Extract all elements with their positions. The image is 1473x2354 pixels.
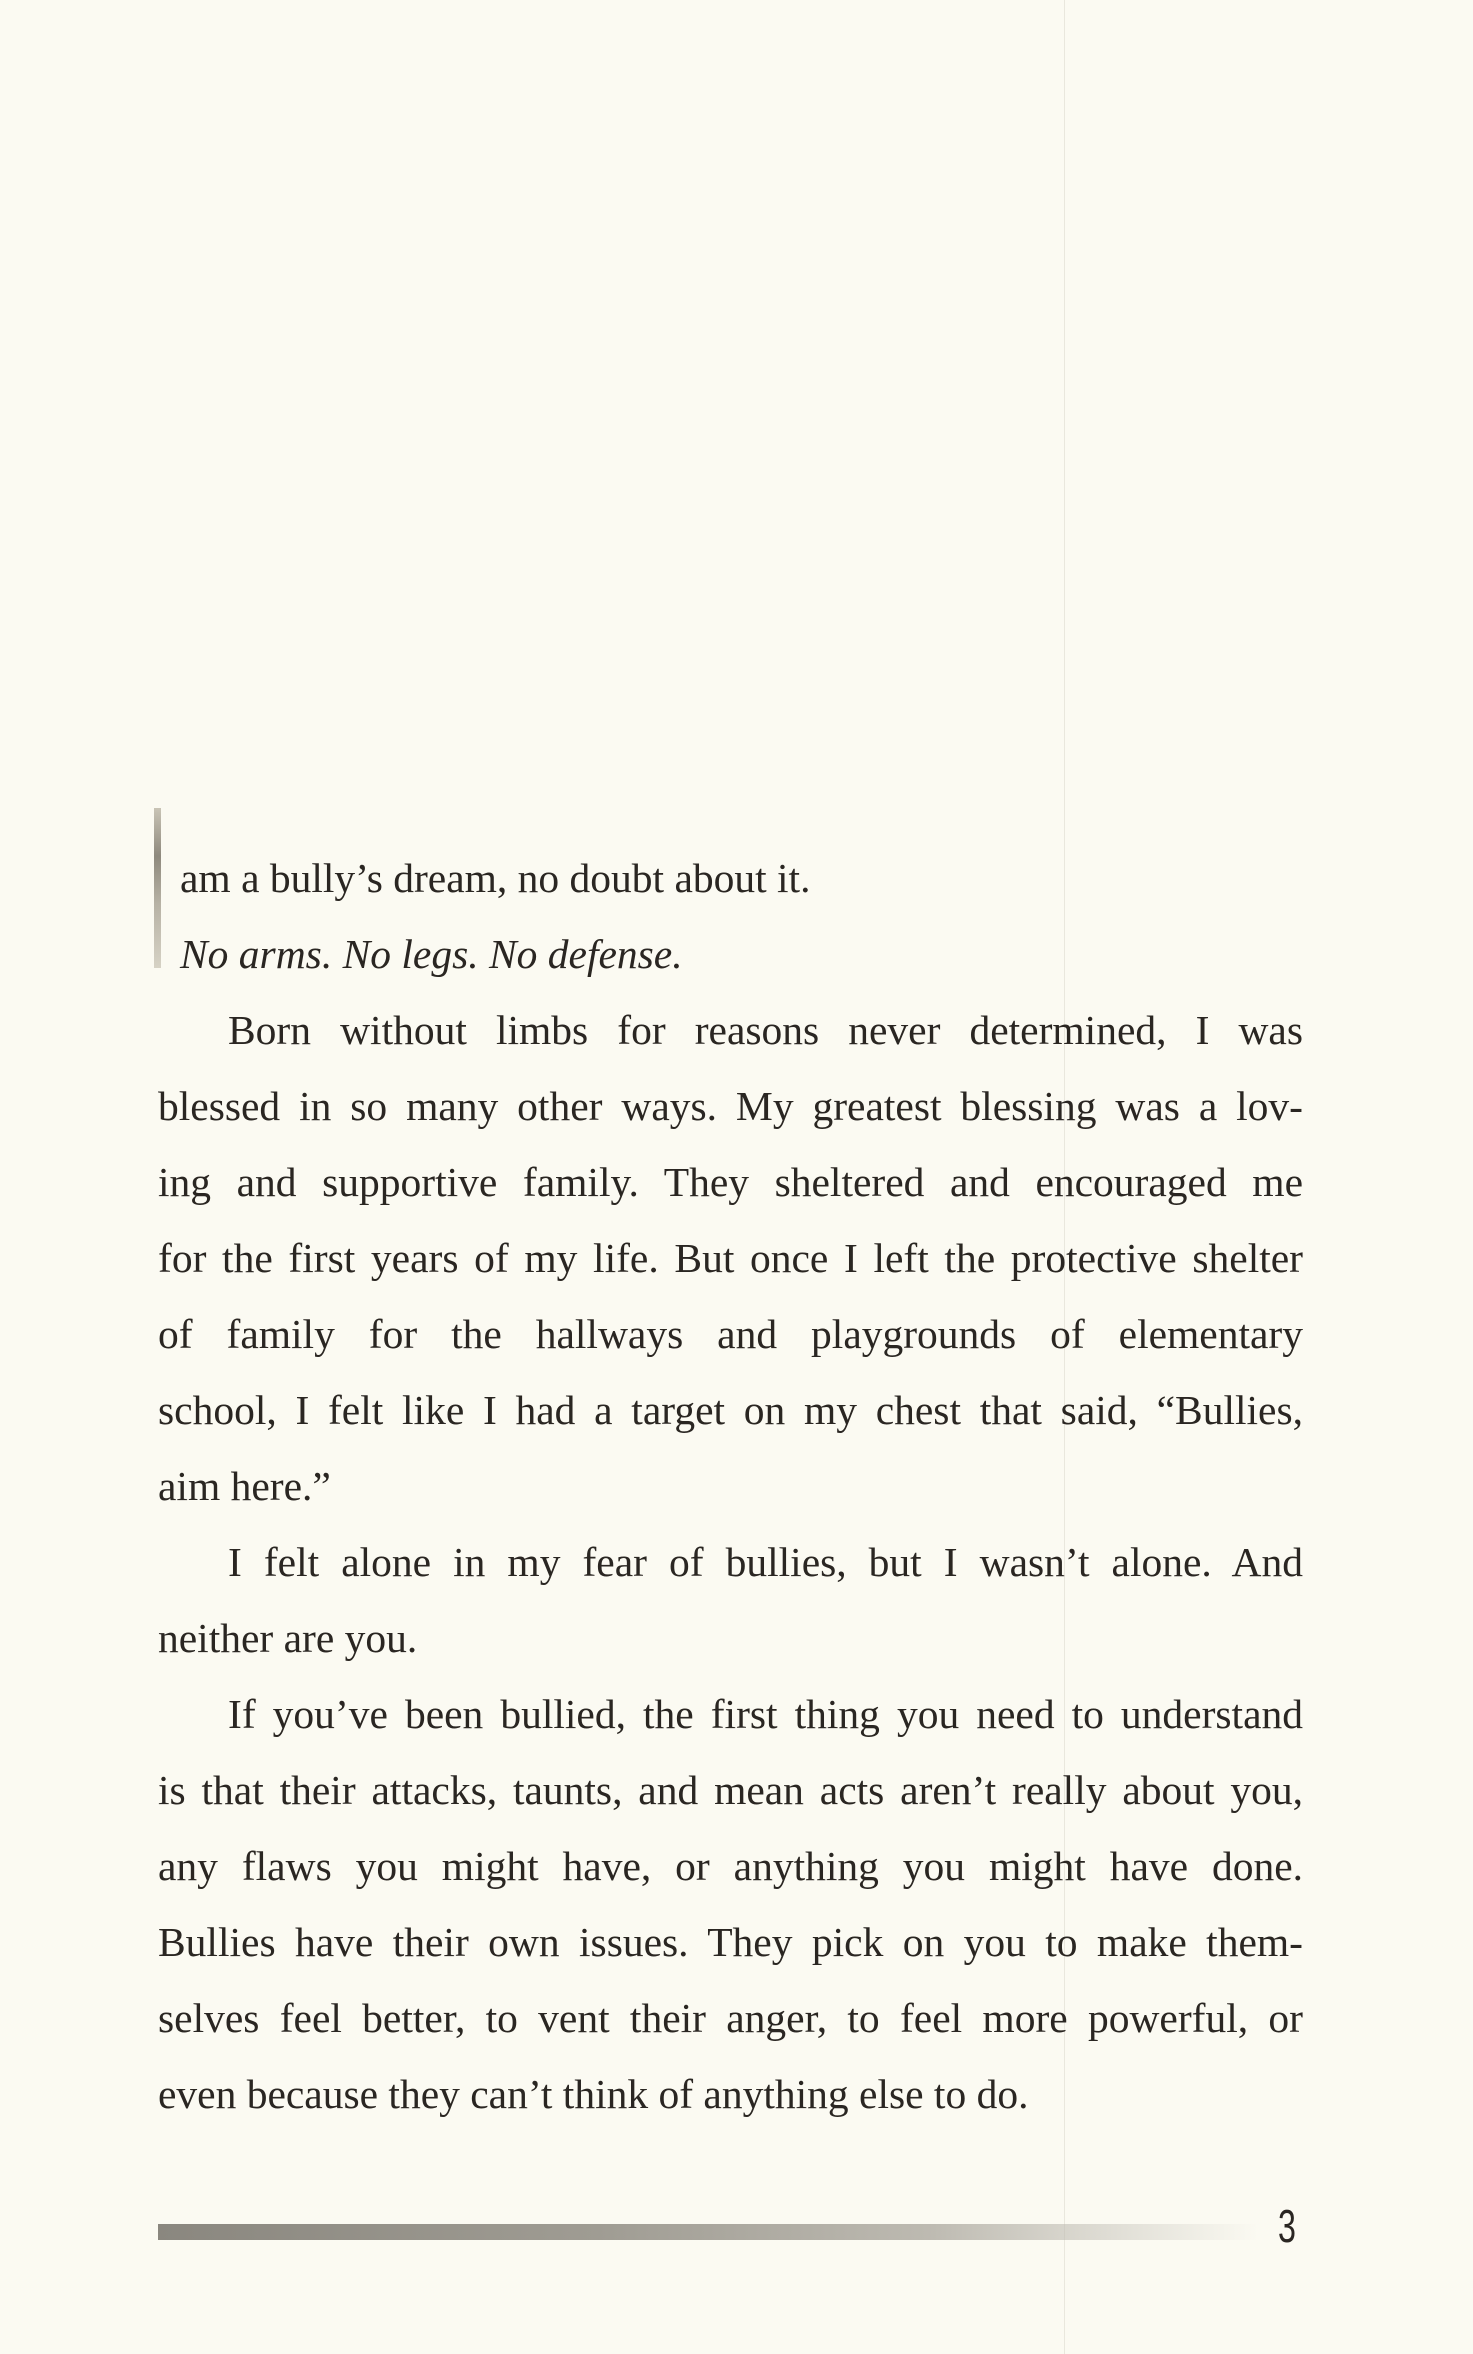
italic-line: No arms. No legs. No defense.	[180, 931, 683, 977]
paragraph-line: blessed in so many other ways. My greatest blessing was a lov-	[158, 1083, 1303, 1129]
paragraph-line: school, I felt like I had a target on my chest that said, “Bullies,	[158, 1387, 1303, 1433]
paragraph-line: ing and supportive family. They sheltered and encouraged me	[158, 1159, 1303, 1205]
paragraph-line: is that their attacks, taunts, and mean acts aren’t really about you,	[158, 1767, 1303, 1813]
footer-rule	[158, 2224, 1258, 2240]
paragraph-line: Bullies have their own issues. They pick on you to make them-	[158, 1919, 1303, 1965]
paragraph-line: I felt alone in my fear of bullies, but I wasn’t alone. And	[228, 1539, 1303, 1585]
paragraph-line: neither are you.	[158, 1615, 418, 1661]
paragraph-line: of family for the hallways and playgrounds of elementary	[158, 1311, 1303, 1357]
body-text	[158, 840, 1303, 2132]
paragraph-line: for the first years of my life. But once I left the protective shelter	[158, 1235, 1303, 1281]
paragraph-line: selves feel better, to vent their anger, to feel more powerful, or	[158, 1995, 1303, 2041]
page-number: 3	[1278, 2200, 1296, 2252]
opening-line: am a bully’s dream, no doubt about it.	[180, 855, 811, 901]
paragraph-line: If you’ve been bullied, the first thing you need to understand	[228, 1691, 1303, 1737]
paragraph-line: aim here.”	[158, 1463, 331, 1509]
paragraph-line: Born without limbs for reasons never determined, I was	[228, 1007, 1303, 1053]
paragraph-line: even because they can’t think of anything else to do.	[158, 2071, 1029, 2117]
paragraph-line: any flaws you might have, or anything you might have done.	[158, 1843, 1303, 1889]
